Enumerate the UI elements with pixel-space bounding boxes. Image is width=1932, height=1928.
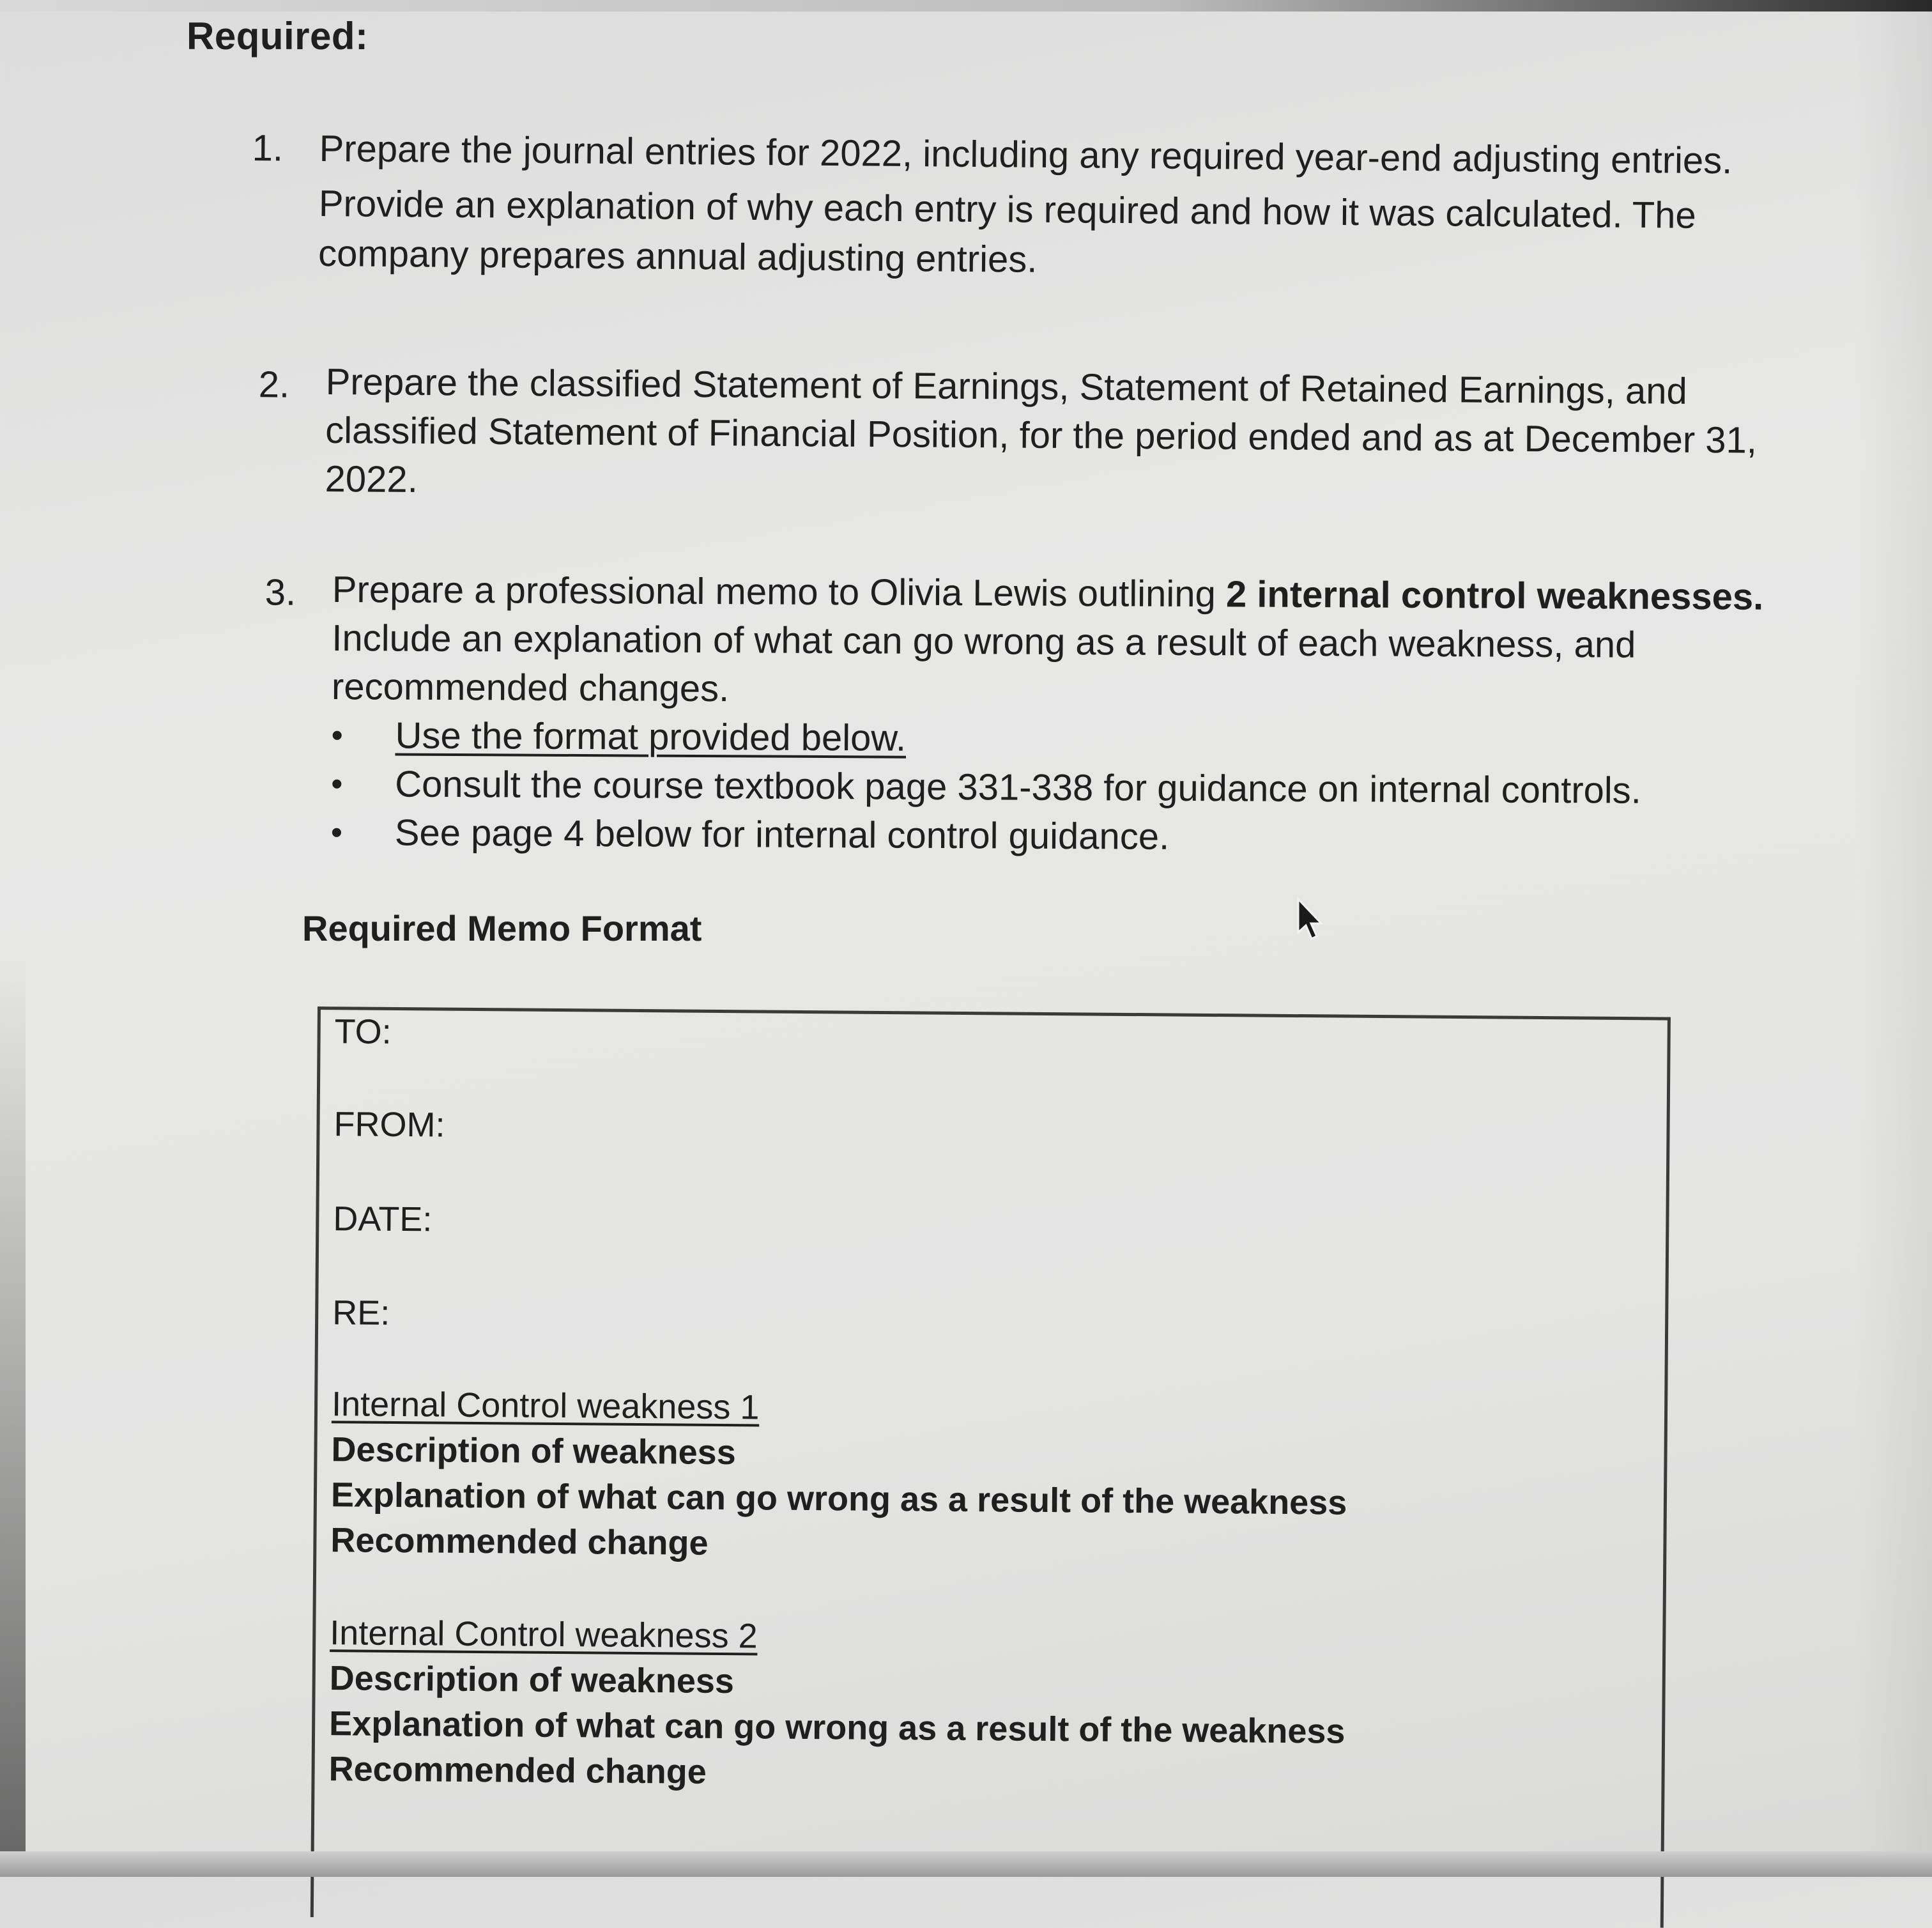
screen-top-edge <box>0 0 1932 12</box>
bullet-item <box>331 760 1800 816</box>
weakness-description: Description of weakness <box>331 1430 736 1472</box>
required-heading: Required: <box>187 15 369 58</box>
memo-date-label: DATE: <box>333 1199 433 1239</box>
item-text-line <box>332 566 1802 622</box>
item-text-line: Include an explanation of what can go wrong as a result of each weakness, and <box>332 617 1636 666</box>
memo-to-label: TO: <box>334 1012 392 1051</box>
memo-template-box <box>310 1006 1671 1928</box>
bullet-item <box>331 808 1800 865</box>
mouse-pointer-icon <box>1296 897 1325 945</box>
requirement-item-1 <box>252 121 1853 289</box>
item-text-line: company prepares annual adjusting entries. <box>318 232 1038 281</box>
item-text-line: recommended changes. <box>331 665 730 710</box>
requirement-item-3 <box>264 566 1802 865</box>
item-text-line: Provide an explanation of why each entry is required and how it was calculated. The <box>318 182 1696 236</box>
screen-right-shadow <box>1855 0 1932 1877</box>
memo-from-label: FROM: <box>334 1105 445 1145</box>
item-number: 2. <box>258 364 290 406</box>
item-text-line: Prepare the classified Statement of Earnings, Statement of Retained Earnings, and <box>325 360 1688 412</box>
screen-left-shadow <box>0 959 26 1877</box>
bullet-icon: • <box>331 716 343 755</box>
item-text: Prepare a professional memo to Olivia Lewis outlining <box>332 568 1227 615</box>
screen-bottom-edge <box>0 1851 1932 1877</box>
bullet-text: Consult the course textbook page 331-338 for guidance on internal controls. <box>395 763 1642 812</box>
bullet-icon: • <box>331 765 343 803</box>
item-text-period: . <box>1752 576 1764 618</box>
bullet-text: See page 4 below for internal control guidance. <box>394 812 1170 858</box>
weakness-section-1 <box>330 1382 1348 1571</box>
weakness-explanation: Explanation of what can go wrong as a result of the weakness <box>330 1476 1347 1522</box>
item-text-line: Prepare the journal entries for 2022, including any required year-end adjusting entries. <box>319 127 1733 182</box>
bullet-item <box>331 711 1800 767</box>
item-text-bold: 2 internal control weaknesses <box>1225 573 1754 618</box>
item-number: 1. <box>252 127 284 169</box>
requirement-item-2 <box>258 358 1795 514</box>
weakness-explanation: Explanation of what can go wrong as a result of the weakness <box>328 1704 1346 1751</box>
item-text-line: classified Statement of Financial Position, for the period ended and as at December 31, <box>325 409 1758 461</box>
item-text-line: 2022. <box>325 458 418 501</box>
weakness-recommendation: Recommended change <box>328 1750 707 1791</box>
weakness-section-2 <box>328 1610 1346 1800</box>
memo-re-label: RE: <box>332 1293 390 1332</box>
item-number: 3. <box>264 571 296 613</box>
bullet-icon: • <box>330 814 343 852</box>
bullet-text: Use the format provided below. <box>395 714 907 759</box>
weakness-description: Description of weakness <box>329 1659 735 1701</box>
weakness-title: Internal Control weakness 2 <box>330 1614 758 1656</box>
memo-format-title: Required Memo Format <box>302 908 702 948</box>
weakness-title: Internal Control weakness 1 <box>331 1385 760 1427</box>
weakness-recommendation: Recommended change <box>330 1521 709 1562</box>
item-3-bullet-list <box>331 711 1801 865</box>
